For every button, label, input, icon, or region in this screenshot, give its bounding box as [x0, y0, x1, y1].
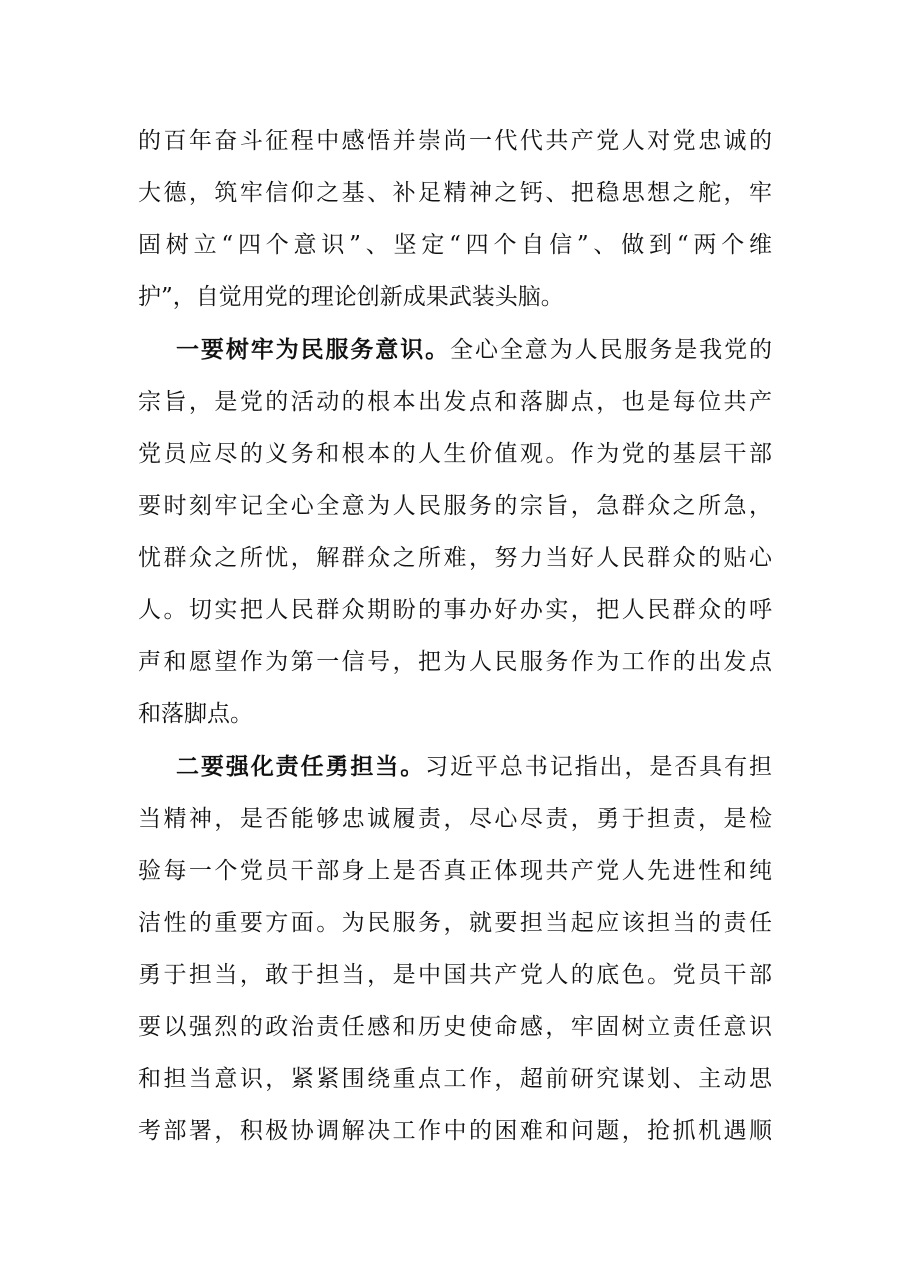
paragraph-2-heading: 一要树牢为民服务意识。: [176, 336, 451, 363]
paragraph-2-line-4: 要时刻牢记全心全意为人民服务的宗旨，急群众之所急，: [138, 493, 772, 519]
paragraph-2-line-1-text: 全心全意为人民服务是我党的: [450, 337, 773, 363]
paragraph-2-line-1: [176, 335, 772, 365]
paragraph-3-heading: 二要强化责任勇担当。: [176, 753, 426, 780]
paragraph-2-line-8: 和落脚点。: [138, 701, 253, 727]
paragraph-1-line-1: 的百年奋斗征程中感悟并崇尚一代代共产党人对党忠诚的: [138, 128, 772, 154]
paragraph-3-line-6: 要以强烈的政治责任感和历史使命感，牢固树立责任意识: [138, 1014, 772, 1040]
paragraph-1-line-4: 护”，自觉用党的理论创新成果武装头脑。: [138, 284, 564, 310]
paragraph-3-line-1: [176, 752, 772, 782]
paragraph-2-line-6: 人。切实把人民群众期盼的事办好办实，把人民群众的呼: [138, 597, 772, 623]
paragraph-2-line-2: 宗旨，是党的活动的根本出发点和落脚点，也是每位共产: [138, 389, 772, 415]
paragraph-2-line-7: 声和愿望作为第一信号，把为人民服务作为工作的出发点: [138, 649, 772, 675]
paragraph-3-line-1-text: 习近平总书记指出，是否具有担: [425, 754, 773, 780]
paragraph-3-line-2: 当精神，是否能够忠诚履责，尽心尽责，勇于担责，是检: [138, 806, 772, 832]
paragraph-3-line-3: 验每一个党员干部身上是否真正体现共产党人先进性和纯: [138, 858, 772, 884]
paragraph-3-line-4: 洁性的重要方面。为民服务，就要担当起应该担当的责任: [138, 910, 772, 936]
paragraph-2-line-3: 党员应尽的义务和根本的人生价值观。作为党的基层干部: [138, 441, 772, 467]
paragraph-3-line-5: 勇于担当，敢于担当，是中国共产党人的底色。党员干部: [138, 962, 772, 988]
paragraph-3-line-8: 考部署，积极协调解决工作中的困难和问题，抢抓机遇顺: [138, 1118, 772, 1144]
paragraph-2-line-5: 忧群众之所忧，解群众之所难，努力当好人民群众的贴心: [138, 545, 772, 571]
paragraph-1-line-2: 大德，筑牢信仰之基、补足精神之钙、把稳思想之舵，牢: [138, 180, 772, 206]
paragraph-1-line-3: 固树立“四个意识”、坚定“四个自信”、做到“两个维: [138, 232, 772, 258]
paragraph-3-line-7: 和担当意识，紧紧围绕重点工作，超前研究谋划、主动思: [138, 1066, 772, 1092]
